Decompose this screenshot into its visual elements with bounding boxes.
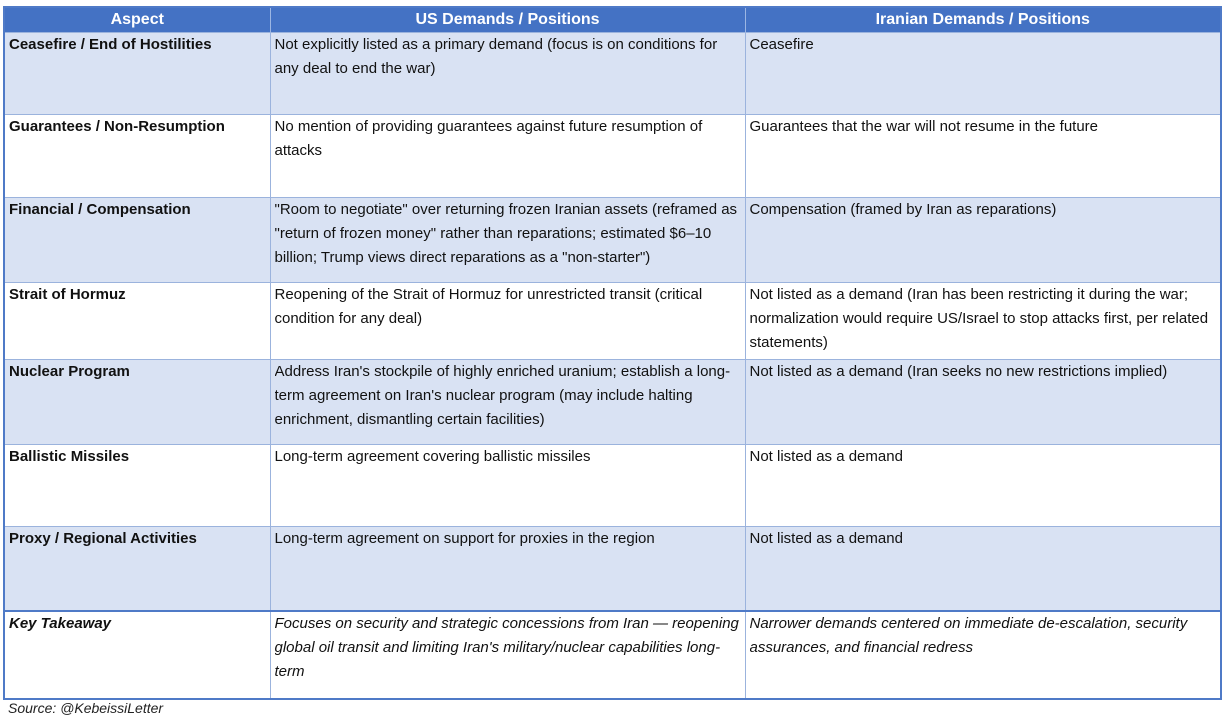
row-iran [745,198,1221,283]
takeaway-aspect [4,611,270,699]
source-caption: Source: @KebeissiLetter [8,700,164,716]
takeaway-iran [745,611,1221,699]
cell-text: Key Takeaway [9,615,112,632]
header-iran: Iranian Demands / Positions [745,7,1221,33]
cell-text: Strait of Hormuz [9,286,126,303]
cell-text: Focuses on security and strategic concessions from Iran — reopening global oil transit and limiting Iran's military/nuclear capabilities long-term [274,615,739,680]
takeaway-us [270,611,745,699]
row-aspect [4,33,270,115]
cell-text: No mention of providing guarantees against future resumption of attacks [274,118,703,159]
cell-text: Reopening of the Strait of Hormuz for unrestricted transit (critical condition for any deal) [274,286,703,327]
row-iran [745,33,1221,115]
row-aspect [4,360,270,445]
cell-text: Proxy / Regional Activities [9,530,197,547]
cell-text: Financial / Compensation [9,201,191,218]
cell-text: Long-term agreement on support for proxies in the region [274,530,655,547]
table-row [4,283,1221,360]
table-row [4,360,1221,445]
row-aspect [4,115,270,198]
row-aspect [4,283,270,360]
row-us [270,198,745,283]
comparison-table [3,6,1222,700]
cell-text: Guarantees that the war will not resume in the future [749,118,1099,135]
row-us [270,115,745,198]
cell-text: Not listed as a demand (Iran has been restricting it during the war; normalization would require US/Israel to stop attacks first, per related statements) [749,286,1209,351]
cell-text: Narrower demands centered on immediate de-escalation, security assurances, and financial redress [749,615,1188,656]
row-aspect [4,527,270,612]
key-takeaway-row [4,611,1221,699]
comparison-table-container [3,6,1220,700]
row-us [270,33,745,115]
row-iran [745,445,1221,527]
cell-text: Compensation (framed by Iran as reparations) [749,201,1057,218]
row-aspect [4,198,270,283]
cell-text: Ballistic Missiles [9,448,130,465]
row-us [270,527,745,612]
table-row [4,198,1221,283]
row-us [270,283,745,360]
header-aspect: Aspect [4,7,270,33]
row-us [270,445,745,527]
cell-text: Guarantees / Non-Resumption [9,118,225,135]
table-row [4,33,1221,115]
cell-text: Long-term agreement covering ballistic missiles [274,448,591,465]
cell-text: Not explicitly listed as a primary demand (focus is on conditions for any deal to end the war) [274,36,718,77]
table-row [4,527,1221,612]
cell-text: Not listed as a demand [749,530,903,547]
cell-text: "Room to negotiate" over returning frozen Iranian assets (reframed as "return of frozen money" rather than reparations; estimated $6–10 billion; Trump views direct reparations as a "non-starter") [274,201,738,266]
header-row [4,7,1221,33]
row-aspect [4,445,270,527]
table-row [4,115,1221,198]
cell-text: Nuclear Program [9,363,130,380]
row-iran [745,527,1221,612]
row-iran [745,360,1221,445]
cell-text: Not listed as a demand [749,448,903,465]
cell-text: Not listed as a demand (Iran seeks no new restrictions implied) [749,363,1168,380]
table-row [4,445,1221,527]
header-us: US Demands / Positions [270,7,745,33]
row-iran [745,115,1221,198]
cell-text: Ceasefire [749,36,814,53]
cell-text: Address Iran's stockpile of highly enriched uranium; establish a long-term agreement on Iran's nuclear program (may include halting enrichment, dismantling certain facilities) [274,363,731,428]
row-iran [745,283,1221,360]
row-us [270,360,745,445]
cell-text: Ceasefire / End of Hostilities [9,36,212,53]
